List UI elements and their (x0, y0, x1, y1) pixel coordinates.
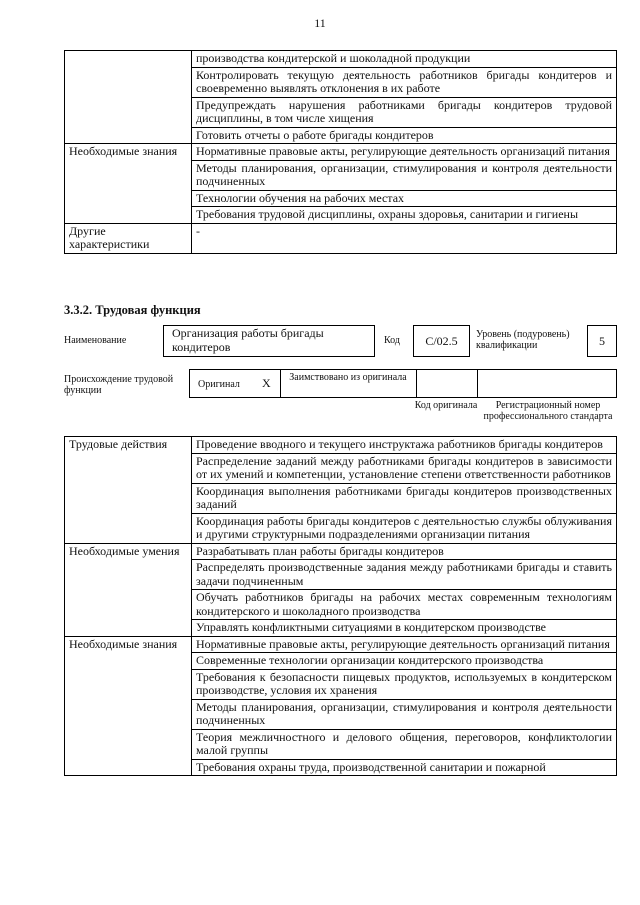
reg-number-label: Регистрационный номер профессионального стандарта (483, 400, 613, 422)
table-cell: Современные технологии организации кондитерского производства (192, 653, 617, 670)
requirements-table-continued (64, 50, 617, 254)
original-label: Оригинал (198, 379, 240, 390)
row-label: Другие характеристики (65, 223, 192, 253)
table-cell: Разрабатывать план работы бригады кондитеров (192, 543, 617, 560)
page-number: 11 (314, 16, 326, 30)
table-cell: Обучать работников бригады на рабочих местах современным технологиям кондитерского и шоколадного производства (192, 590, 617, 620)
section-title: 3.3.2. Трудовая функция (64, 303, 201, 317)
level-box (587, 325, 617, 357)
table-cell: Методы планирования, организации, стимулирования и контроля деятельности подчиненных (192, 160, 617, 190)
divider (477, 370, 478, 397)
level-value: 5 (599, 334, 605, 348)
row-label: Необходимые знания (65, 636, 192, 776)
table-cell: Требования охраны труда, производственной санитарии и пожарной (192, 759, 617, 776)
table-cell: Предупреждать нарушения работниками бригады кондитеров трудовой дисциплины, в том числе хищения (192, 97, 617, 127)
table-row (65, 636, 617, 653)
level-label: Уровень (подуровень) квалификации (476, 329, 570, 351)
table-cell: Координация выполнения работниками бригады кондитеров производственных заданий (192, 483, 617, 513)
row-label: Необходимые знания (65, 144, 192, 224)
code-box (413, 325, 470, 357)
table-row (65, 543, 617, 560)
table-cell: Распределение заданий между работниками бригады кондитеров в зависимости от их умений и компетенции, установление степени ответственности работников (192, 453, 617, 483)
table-cell: Распределять производственные задания между работниками бригады и ставить задачи подчиненным (192, 560, 617, 590)
labor-function-table (64, 436, 617, 776)
table-cell: Готовить отчеты о работе бригады кондитеров (192, 127, 617, 144)
row-label (65, 51, 192, 144)
table-cell: - (192, 223, 617, 253)
table-cell: Контролировать текущую деятельность работников бригады кондитеров и своевременно выявлять отклонения в их работе (192, 67, 617, 97)
code-value: C/02.5 (425, 334, 458, 348)
table-cell: Нормативные правовые акты, регулирующие деятельность организаций питания (192, 636, 617, 653)
original-mark: X (262, 376, 271, 390)
code-original-label: Код оригинала (414, 400, 478, 411)
table-cell: Технологии обучения на рабочих местах (192, 190, 617, 207)
table-cell: Проведение вводного и текущего инструктажа работников бригады кондитеров (192, 437, 617, 454)
row-label: Необходимые умения (65, 543, 192, 636)
function-name-box (163, 325, 375, 357)
code-label: Код (384, 335, 400, 346)
table-cell: Нормативные правовые акты, регулирующие деятельность организаций питания (192, 144, 617, 161)
table-cell: Теория межличностного и делового общения, переговоров, конфликтологии малой группы (192, 729, 617, 759)
table-cell: Требования трудовой дисциплины, охраны здоровья, санитарии и гигиены (192, 207, 617, 224)
table-row (65, 437, 617, 454)
table-row (65, 223, 617, 253)
table-cell: Методы планирования, организации, стимулирования и контроля деятельности подчиненных (192, 699, 617, 729)
table-row (65, 144, 617, 161)
table-cell: Требования к безопасности пищевых продуктов, используемых в кондитерском производстве, условия их хранения (192, 669, 617, 699)
function-name-value: Организация работы бригады кондитеров (172, 326, 324, 354)
origin-box (189, 369, 617, 398)
borrowed-label: Заимствовано из оригинала (289, 372, 407, 383)
table-row (65, 51, 617, 68)
name-label: Наименование (64, 335, 127, 346)
row-label: Трудовые действия (65, 437, 192, 544)
origin-label: Происхождение трудовой функции (64, 374, 174, 396)
divider (416, 370, 417, 397)
table-cell: Координация работы бригады кондитеров с деятельностью службы облуживания и другими структурными подразделениями организации питания (192, 513, 617, 543)
table-cell: Управлять конфликтными ситуациями в кондитерском производстве (192, 620, 617, 637)
table-cell: производства кондитерской и шоколадной продукции (192, 51, 617, 68)
